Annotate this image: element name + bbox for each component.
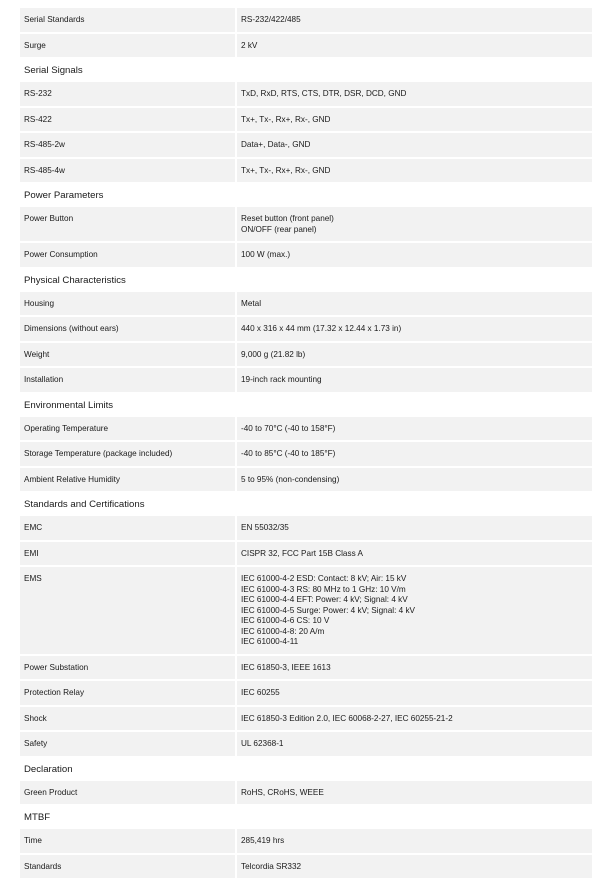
spec-label: Ambient Relative Humidity — [20, 468, 235, 492]
spec-value-line: Metal — [241, 299, 586, 310]
spec-value — [237, 442, 592, 466]
spec-row — [20, 368, 592, 392]
spec-value — [237, 133, 592, 157]
spec-row — [20, 133, 592, 157]
spec-value-line: RoHS, CRoHS, WEEE — [241, 788, 586, 799]
spec-label: EMI — [20, 542, 235, 566]
spec-value — [237, 516, 592, 540]
spec-value-line: 19-inch rack mounting — [241, 375, 586, 386]
spec-label: Power Consumption — [20, 243, 235, 267]
spec-row — [20, 567, 592, 654]
spec-value — [237, 855, 592, 878]
spec-row — [20, 681, 592, 705]
spec-row — [20, 8, 592, 32]
spec-value — [237, 243, 592, 267]
spec-value — [237, 542, 592, 566]
spec-row — [20, 317, 592, 341]
spec-value-line: -40 to 70°C (-40 to 158°F) — [241, 424, 586, 435]
spec-value-line: 440 x 316 x 44 mm (17.32 x 12.44 x 1.73 in) — [241, 324, 586, 335]
spec-value-line: IEC 61850-3 Edition 2.0, IEC 60068-2-27, IEC 60255-21-2 — [241, 714, 586, 725]
section-title: Serial Signals — [20, 59, 592, 82]
section-title: MTBF — [20, 806, 592, 829]
spec-label: Protection Relay — [20, 681, 235, 705]
spec-value — [237, 707, 592, 731]
spec-label: Serial Standards — [20, 8, 235, 32]
spec-row — [20, 207, 592, 241]
spec-value-line: IEC 61000-4-8: 20 A/m — [241, 627, 586, 638]
spec-value-line: IEC 61000-4-4 EFT: Power: 4 kV; Signal: 4 kV — [241, 595, 586, 606]
spec-label: Surge — [20, 34, 235, 58]
spec-value-line: CISPR 32, FCC Part 15B Class A — [241, 549, 586, 560]
spec-section-environmental-limits — [20, 394, 592, 492]
spec-section-mtbf — [20, 806, 592, 878]
spec-label: Green Product — [20, 781, 235, 805]
spec-label: Power Substation — [20, 656, 235, 680]
spec-row — [20, 542, 592, 566]
spec-value — [237, 781, 592, 805]
spec-row — [20, 781, 592, 805]
spec-label: RS-232 — [20, 82, 235, 106]
spec-row — [20, 82, 592, 106]
spec-label: EMS — [20, 567, 235, 654]
spec-value-line: RS-232/422/485 — [241, 15, 586, 26]
spec-value-line: IEC 60255 — [241, 688, 586, 699]
spec-label: Shock — [20, 707, 235, 731]
spec-value — [237, 681, 592, 705]
spec-value-line: -40 to 85°C (-40 to 185°F) — [241, 449, 586, 460]
spec-value — [237, 732, 592, 756]
spec-value — [237, 417, 592, 441]
spec-value — [237, 317, 592, 341]
spec-label: Storage Temperature (package included) — [20, 442, 235, 466]
spec-row — [20, 516, 592, 540]
spec-value-line: IEC 61000-4-2 ESD: Contact: 8 kV; Air: 15 kV — [241, 574, 586, 585]
spec-value-line: IEC 61000-4-5 Surge: Power: 4 kV; Signal: 4 kV — [241, 606, 586, 617]
spec-value-line: IEC 61000-4-3 RS: 80 MHz to 1 GHz: 10 V/m — [241, 585, 586, 596]
spec-value-line: ON/OFF (rear panel) — [241, 225, 586, 236]
spec-row — [20, 855, 592, 878]
spec-value-line: IEC 61000-4-11 — [241, 637, 586, 648]
section-title: Standards and Certifications — [20, 493, 592, 516]
spec-section-declaration — [20, 758, 592, 805]
spec-value — [237, 8, 592, 32]
spec-row — [20, 829, 592, 853]
spec-value-line: 100 W (max.) — [241, 250, 586, 261]
spec-row — [20, 468, 592, 492]
spec-label: Housing — [20, 292, 235, 316]
section-title: Power Parameters — [20, 184, 592, 207]
spec-label: Installation — [20, 368, 235, 392]
section-title: Environmental Limits — [20, 394, 592, 417]
spec-value — [237, 159, 592, 183]
section-title: Physical Characteristics — [20, 269, 592, 292]
spec-value — [237, 292, 592, 316]
spec-row — [20, 159, 592, 183]
spec-row — [20, 343, 592, 367]
spec-row — [20, 442, 592, 466]
spec-row — [20, 732, 592, 756]
spec-value — [237, 368, 592, 392]
spec-label: Safety — [20, 732, 235, 756]
spec-label: RS-485-2w — [20, 133, 235, 157]
spec-value-line: Data+, Data-, GND — [241, 140, 586, 151]
spec-value — [237, 829, 592, 853]
spec-row — [20, 34, 592, 58]
spec-label: Power Button — [20, 207, 235, 241]
spec-section — [20, 8, 592, 57]
spec-row — [20, 656, 592, 680]
spec-value-line: UL 62368-1 — [241, 739, 586, 750]
spec-label: Time — [20, 829, 235, 853]
spec-row — [20, 417, 592, 441]
spec-value — [237, 567, 592, 654]
spec-label: RS-485-4w — [20, 159, 235, 183]
spec-section-serial-signals — [20, 59, 592, 182]
spec-value-line: IEC 61850-3, IEEE 1613 — [241, 663, 586, 674]
spec-value-line: Tx+, Tx-, Rx+, Rx-, GND — [241, 115, 586, 126]
spec-label: Standards — [20, 855, 235, 878]
spec-label: EMC — [20, 516, 235, 540]
spec-value-line: Reset button (front panel) — [241, 214, 586, 225]
spec-label: Dimensions (without ears) — [20, 317, 235, 341]
spec-value-line: 285,419 hrs — [241, 836, 586, 847]
spec-label: Weight — [20, 343, 235, 367]
spec-value-line: 5 to 95% (non-condensing) — [241, 475, 586, 486]
spec-label: Operating Temperature — [20, 417, 235, 441]
spec-value-line: 9,000 g (21.82 lb) — [241, 350, 586, 361]
spec-row — [20, 707, 592, 731]
spec-section-physical-characteristics — [20, 269, 592, 392]
spec-value — [237, 343, 592, 367]
spec-row — [20, 108, 592, 132]
spec-value — [237, 82, 592, 106]
spec-label: RS-422 — [20, 108, 235, 132]
spec-value-line: TxD, RxD, RTS, CTS, DTR, DSR, DCD, GND — [241, 89, 586, 100]
spec-row — [20, 292, 592, 316]
spec-value — [237, 34, 592, 58]
spec-row — [20, 243, 592, 267]
spec-section-standards-and-certifications — [20, 493, 592, 756]
spec-value-line: EN 55032/35 — [241, 523, 586, 534]
spec-value-line: Telcordia SR332 — [241, 862, 586, 873]
spec-value — [237, 207, 592, 241]
spec-value — [237, 468, 592, 492]
spec-value-line: Tx+, Tx-, Rx+, Rx-, GND — [241, 166, 586, 177]
spec-section-power-parameters — [20, 184, 592, 267]
spec-value — [237, 108, 592, 132]
spec-value-line: 2 kV — [241, 41, 586, 52]
spec-value — [237, 656, 592, 680]
spec-value-line: IEC 61000-4-6 CS: 10 V — [241, 616, 586, 627]
section-title: Declaration — [20, 758, 592, 781]
